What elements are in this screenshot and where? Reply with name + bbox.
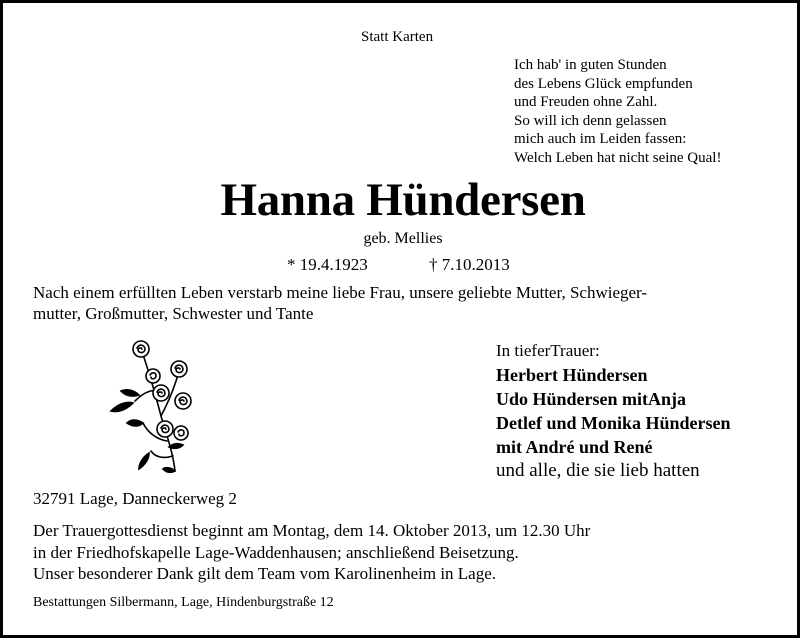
mourner-name: Udo Hündersen mitAnja — [496, 389, 687, 409]
poem-line: Welch Leben hat nicht seine Qual! — [514, 149, 722, 166]
intro-line: Nach einem erfüllten Leben verstarb meine liebe Frau, unsere geliebte Mutter, Schwieger- — [33, 283, 648, 302]
mourner-name: Herbert Hündersen — [496, 365, 648, 385]
mourner-name: Detlef und Monika Hündersen — [496, 413, 731, 433]
deceased-name: Hanna Hündersen — [220, 174, 586, 226]
poem-line: und Freuden ohne Zahl. — [514, 94, 658, 110]
poem-line: Ich hab' in guten Stunden — [514, 57, 667, 73]
mourners-closing: und alle, die sie lieb hatten — [496, 460, 700, 481]
address: 32791 Lage, Danneckerweg 2 — [33, 489, 237, 508]
maiden-name: geb. Mellies — [363, 230, 443, 247]
birth-date: * 19.4.1923 — [287, 255, 368, 274]
mourners-list — [496, 339, 731, 483]
service-line: Der Trauergottesdienst beginnt am Montag, dem 14. Oktober 2013, um 12.30 Uhr — [33, 521, 591, 540]
death-date: † 7.10.2013 — [429, 255, 510, 274]
service-info — [33, 520, 590, 585]
intro-text — [33, 282, 647, 324]
funeral-home: Bestattungen Silbermann, Lage, Hindenburgstraße 12 — [33, 595, 334, 610]
mourners-heading: In tieferTrauer: — [496, 341, 600, 360]
service-line: in der Friedhofskapelle Lage-Waddenhausen; anschließend Beisetzung. — [33, 542, 519, 562]
roses-icon — [103, 331, 203, 481]
statt-karten-label: Statt Karten — [361, 29, 434, 45]
mourner-name: mit André und René — [496, 437, 653, 457]
poem — [514, 56, 721, 167]
poem-line: des Lebens Glück empfunden — [514, 75, 693, 92]
intro-line: mutter, Großmutter, Schwester und Tante — [33, 304, 314, 323]
poem-line: mich auch im Leiden fassen: — [514, 131, 687, 147]
poem-line: So will ich denn gelassen — [514, 112, 667, 129]
service-line: Unser besonderer Dank gilt dem Team vom Karolinenheim in Lage. — [33, 564, 497, 583]
